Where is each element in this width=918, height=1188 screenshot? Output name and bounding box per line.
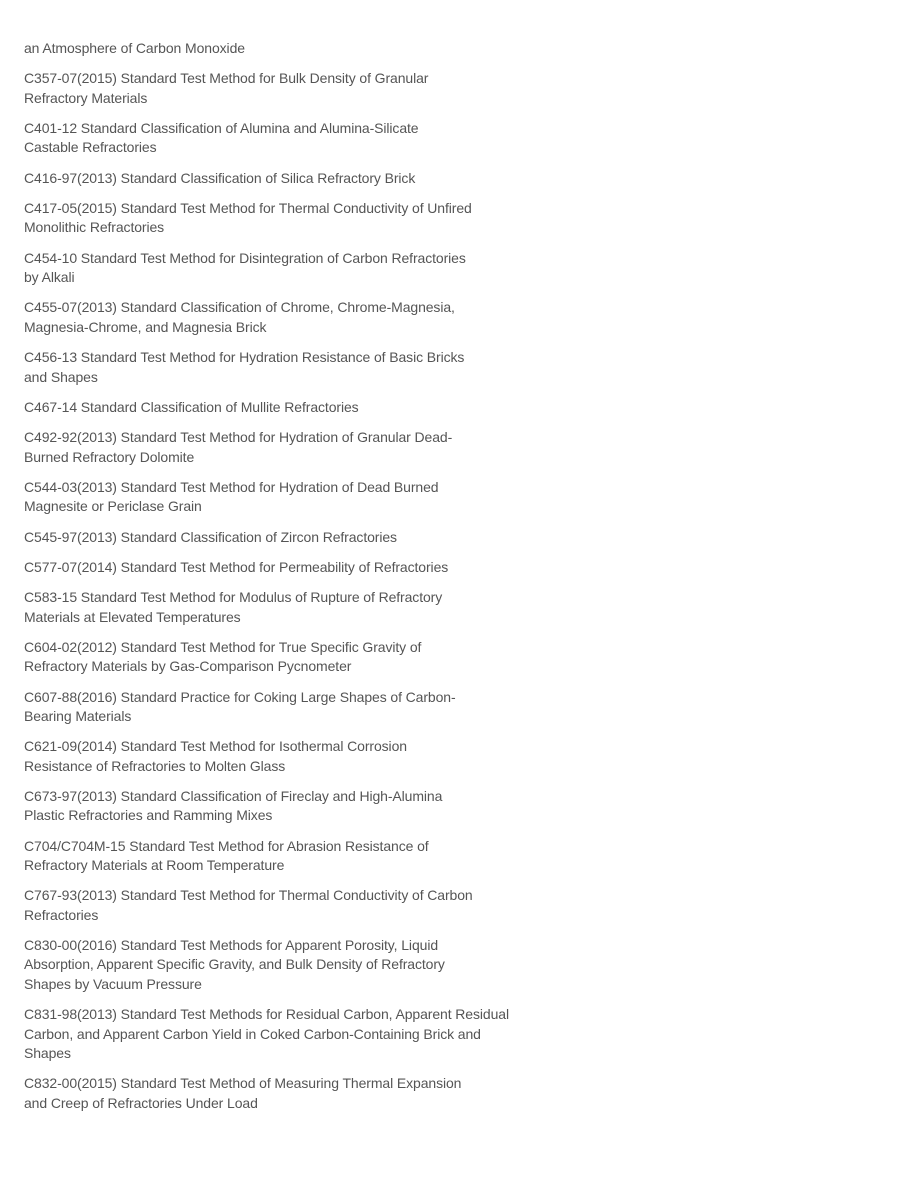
entry-text-line: C673-97(2013) Standard Classification of Fireclay and High-Alumina — [24, 787, 443, 804]
standard-entry — [24, 787, 544, 826]
entry-text-line: and Shapes — [24, 368, 98, 385]
entry-text-line: Plastic Refractories and Ramming Mixes — [24, 807, 273, 824]
entry-text-line: Refractory Materials at Room Temperature — [24, 857, 285, 874]
entry-text-line: Refractories — [24, 906, 99, 923]
entry-text-line: Refractory Materials by Gas-Comparison Pycnometer — [24, 658, 352, 675]
entry-text-line: C467-14 Standard Classification of Mullite Refractories — [24, 398, 359, 415]
entry-text-line: Magnesite or Periclase Grain — [24, 498, 202, 515]
entry-text-line: C607-88(2016) Standard Practice for Coking Large Shapes of Carbon- — [24, 688, 456, 705]
entry-text-line: C832-00(2015) Standard Test Method of Measuring Thermal Expansion — [24, 1075, 462, 1092]
standard-entry — [24, 688, 544, 727]
standard-entry — [24, 348, 544, 387]
standard-entry — [24, 1074, 544, 1113]
entry-text-line: C357-07(2015) Standard Test Method for Bulk Density of Granular — [24, 70, 429, 87]
entry-text-line: Monolithic Refractories — [24, 219, 165, 236]
standard-entry — [24, 737, 544, 776]
entry-text-line: C545-97(2013) Standard Classification of Zircon Refractories — [24, 528, 397, 545]
standard-entry — [24, 199, 544, 238]
entry-text-line: an Atmosphere of Carbon Monoxide — [24, 40, 245, 56]
entry-text-line: C417-05(2015) Standard Test Method for Thermal Conductivity of Unfired — [24, 200, 472, 216]
entry-text-line: Materials at Elevated Temperatures — [24, 608, 241, 625]
standard-entry — [24, 638, 544, 677]
standard-entry — [24, 69, 544, 108]
standard-entry — [24, 478, 544, 517]
standard-entry — [24, 39, 544, 58]
entry-text-line: Absorption, Apparent Specific Gravity, and Bulk Density of Refractory — [24, 956, 445, 973]
entry-text-line: C401-12 Standard Classification of Alumina and Alumina-Silicate — [24, 120, 419, 136]
entry-text-line: Burned Refractory Dolomite — [24, 448, 195, 465]
entry-text-line: Resistance of Refractories to Molten Glass — [24, 757, 286, 774]
entry-text-line: Magnesia-Chrome, and Magnesia Brick — [24, 318, 267, 335]
entry-text-line: C830-00(2016) Standard Test Methods for Apparent Porosity, Liquid — [24, 937, 439, 954]
entry-text-line: Bearing Materials — [24, 707, 132, 724]
entry-text-line: Castable Refractories — [24, 139, 157, 156]
entry-text-line: Refractory Materials — [24, 89, 148, 106]
entry-text-line: C544-03(2013) Standard Test Method for Hydration of Dead Burned — [24, 478, 439, 495]
entry-text-line: C455-07(2013) Standard Classification of Chrome, Chrome-Magnesia, — [24, 299, 455, 316]
entry-text-line: C456-13 Standard Test Method for Hydration Resistance of Basic Bricks — [24, 349, 465, 366]
entry-text-line: C604-02(2012) Standard Test Method for True Specific Gravity of — [24, 638, 422, 655]
entry-text-line: C831-98(2013) Standard Test Methods for Residual Carbon, Apparent Residual — [24, 1006, 509, 1023]
standard-entry — [24, 298, 544, 337]
standard-entry — [24, 249, 544, 288]
entry-text-line: C416-97(2013) Standard Classification of Silica Refractory Brick — [24, 169, 416, 186]
standard-entry — [24, 398, 544, 417]
standard-entry — [24, 1005, 544, 1063]
entry-text-line: and Creep of Refractories Under Load — [24, 1094, 258, 1111]
entry-text-line: by Alkali — [24, 269, 75, 286]
entry-text-line: C492-92(2013) Standard Test Method for Hydration of Granular Dead- — [24, 429, 453, 446]
standard-entry — [24, 119, 544, 158]
standard-entry — [24, 936, 544, 994]
entry-text-line: C583-15 Standard Test Method for Modulus of Rupture of Refractory — [24, 589, 443, 606]
entry-text-line: C577-07(2014) Standard Test Method for Permeability of Refractories — [24, 558, 449, 575]
entry-text-line: C454-10 Standard Test Method for Disintegration of Carbon Refractories — [24, 249, 466, 266]
standard-entry — [24, 428, 544, 467]
standard-entry — [24, 528, 544, 547]
entry-text-line: Shapes — [24, 1044, 71, 1061]
entry-text-line: Shapes by Vacuum Pressure — [24, 975, 202, 992]
standard-entry — [24, 169, 544, 188]
standards-list — [24, 39, 544, 1124]
entry-text-line: C767-93(2013) Standard Test Method for Thermal Conductivity of Carbon — [24, 887, 473, 904]
entry-text-line: C621-09(2014) Standard Test Method for Isothermal Corrosion — [24, 738, 407, 755]
entry-text-line: Carbon, and Apparent Carbon Yield in Coked Carbon-Containing Brick and — [24, 1025, 481, 1042]
entry-text-line: C704/C704M-15 Standard Test Method for Abrasion Resistance of — [24, 837, 429, 854]
standard-entry — [24, 558, 544, 577]
standard-entry — [24, 588, 544, 627]
standard-entry — [24, 837, 544, 876]
standard-entry — [24, 886, 544, 925]
